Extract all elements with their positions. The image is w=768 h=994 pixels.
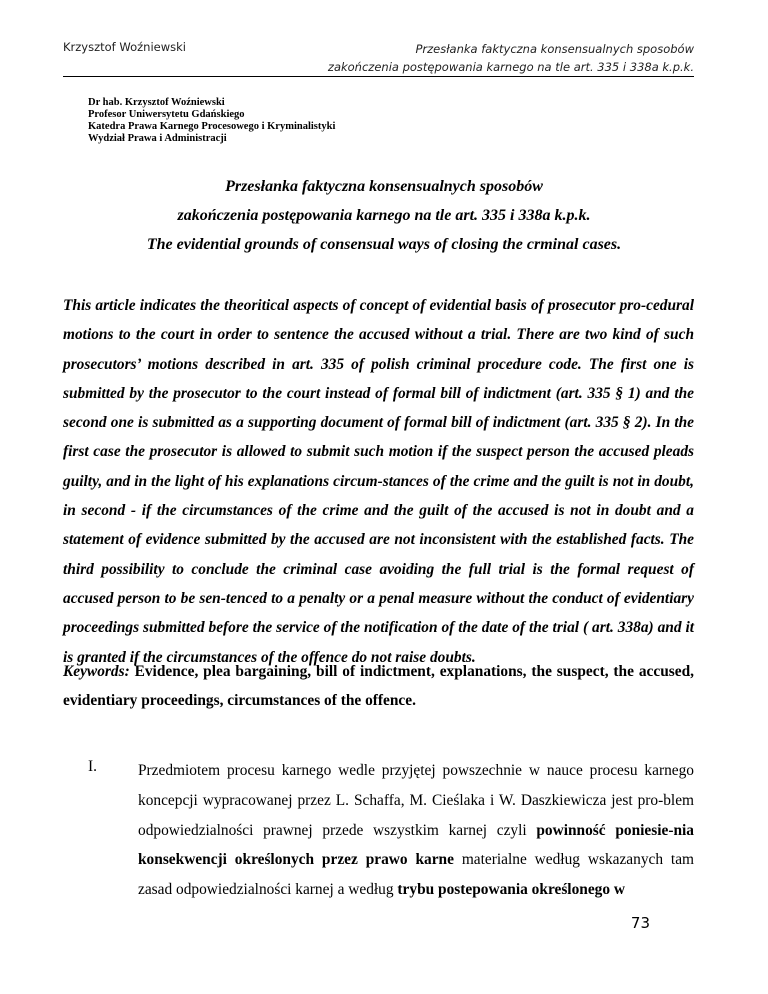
- section-text-a: Przedmiotem procesu karnego wedle przyjętej powszechnie w nauce procesu karnego koncepcji wypracowanej przez L. Schaffa, M. Cieślaka i W. Daszkiewicza jest pro-blem odpowiedzialności prawnej przede wszystkim karnej czyli: [138, 762, 694, 839]
- section-paragraph: [138, 756, 694, 905]
- page-number: 73: [630, 914, 650, 932]
- affiliation-position: Profesor Uniwersytetu Gdańskiego: [88, 109, 245, 120]
- title-polish-line1: Przesłanka faktyczna konsensualnych sposobów: [225, 178, 543, 195]
- keywords-paragraph: [63, 657, 694, 716]
- affiliation-name: Dr hab. Krzysztof Woźniewski: [88, 97, 225, 108]
- article-title: [60, 172, 708, 259]
- header-rule: [63, 76, 694, 77]
- keywords-text: Evidence, plea bargaining, bill of indictment, explanations, the suspect, the accused, evidentiary proceedings, circumstances of the offence.: [63, 663, 694, 710]
- affiliation-department: Katedra Prawa Karnego Procesowego i Kryminalistyki: [88, 121, 336, 132]
- section-bold-b: trybu postepowania określonego w: [397, 881, 626, 899]
- running-header-author: Krzysztof Woźniewski: [63, 40, 186, 54]
- title-english: The evidential grounds of consensual ways of closing the crminal cases.: [146, 236, 622, 253]
- running-header-title: [328, 40, 694, 76]
- running-header-title-line2: zakończenia postępowania karnego na tle art. 335 i 338a k.p.k.: [327, 60, 694, 74]
- affiliation-faculty: Wydział Prawa i Administracji: [88, 133, 227, 144]
- section-bold-a: powinność poniesie-nia konsekwencji określonych przez prawo karne: [138, 821, 694, 869]
- section-text-b: materialne według wskazanych tam zasad odpowiedzialności karnej a według: [138, 851, 695, 899]
- running-header-title-line1: Przesłanka faktyczna konsensualnych sposobów: [415, 42, 694, 56]
- keywords-label: Keywords:: [63, 663, 130, 680]
- author-affiliation: [88, 97, 335, 145]
- section-number: I.: [88, 758, 97, 775]
- abstract-paragraph: This article indicates the theoritical aspects of concept of evidential basis of prosecutor pro-cedural motions to the court in order to sentence the accused without a trial. There are two kind of such prosecutors’ motions described in art. 335 of polish criminal procedure code. The first one is submitted by the prosecutor to the court instead of formal bill of indictment (art. 335 § 1) and the second one is submitted as a supporting document of formal bill of indictment (art. 335 § 2). In the first case the prosecutor is allowed to submit such motion if the suspect person the accused pleads guilty, and in the light of his explanations circum-stances of the crime and the guilt is not in doubt, in second - if the circumstances of the crime and the guilt of the accused is not in doubt and a statement of evidence submitted by the accused are not inconsistent with the established facts. The third possibility to conclude the criminal case avoiding the full trial is the formal request of accused person to be sen-tenced to a penalty or a penal measure without the conduct of evidentiary proceedings submitted before the service of the notification of the date of the trial ( art. 338a) and it is granted if the circumstances of the offence do not raise doubts.: [63, 297, 694, 666]
- title-polish-line2: zakończenia postępowania karnego na tle art. 335 i 338a k.p.k.: [177, 207, 591, 224]
